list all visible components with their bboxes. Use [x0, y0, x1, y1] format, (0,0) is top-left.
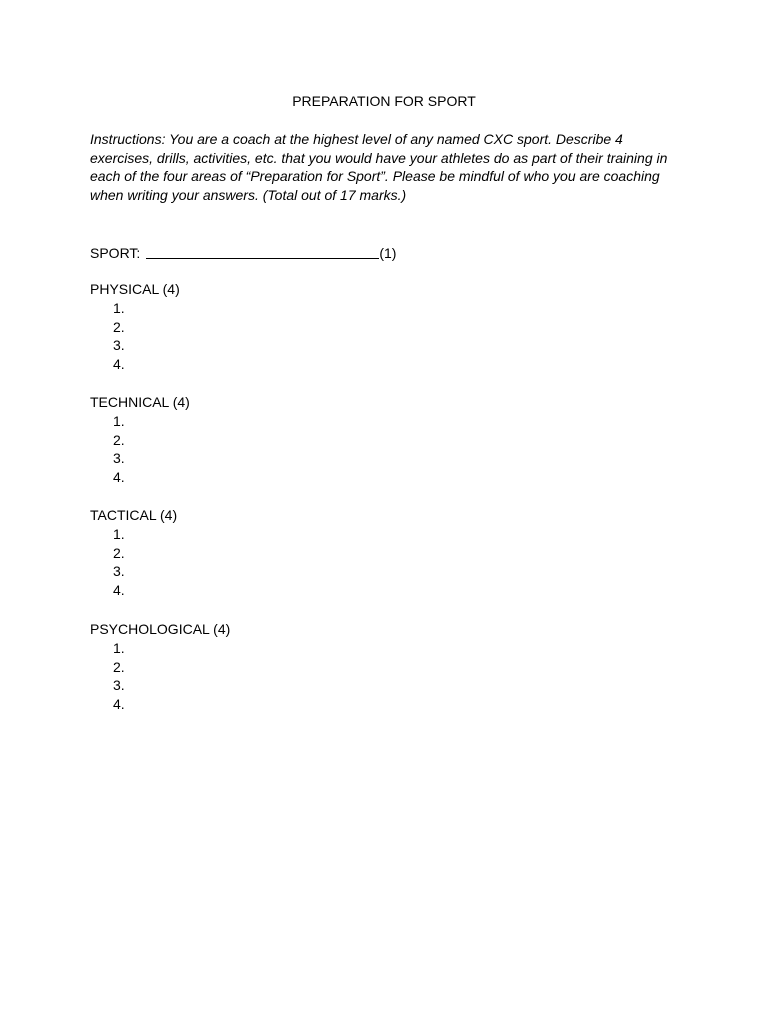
section-heading: PHYSICAL (4): [90, 281, 180, 297]
section-physical: [90, 280, 180, 374]
answer-list: [90, 525, 177, 600]
instructions-line: when writing your answers. (Total out of 17 marks.): [90, 186, 407, 203]
instructions-line: Instructions: You are a coach at the highest level of any named CXC sport. Describe 4: [90, 131, 623, 147]
section-heading: TECHNICAL (4): [90, 394, 190, 410]
section-technical: [90, 393, 190, 487]
sport-marks: (1): [379, 245, 397, 261]
answer-item: 2.: [113, 431, 125, 448]
instructions-paragraph: [90, 130, 690, 204]
answer-list: [90, 412, 190, 487]
sport-label: SPORT:: [90, 245, 141, 261]
section-psychological: [90, 620, 230, 714]
answer-item: 3.: [113, 563, 125, 580]
section-heading: TACTICAL (4): [90, 507, 178, 523]
answer-item: 4.: [113, 469, 125, 486]
instructions-line: each of the four areas of “Preparation for Sport”. Please be mindful of who you are coaching: [90, 168, 660, 185]
answer-item: 3.: [113, 337, 125, 354]
answer-item: 4.: [113, 356, 125, 373]
answer-item: 2.: [113, 658, 125, 675]
answer-item: 1.: [113, 299, 125, 316]
instructions-line: exercises, drills, activities, etc. that you would have your athletes do as part of their training in: [90, 149, 668, 166]
answer-list: [90, 299, 180, 374]
section-heading: PSYCHOLOGICAL (4): [90, 621, 231, 637]
answer-list: [90, 639, 230, 714]
answer-item: 4.: [113, 582, 125, 599]
page-title: PREPARATION FOR SPORT: [292, 93, 476, 109]
answer-item: 2.: [113, 318, 125, 335]
answer-item: 4.: [113, 696, 125, 713]
answer-item: 3.: [113, 677, 125, 694]
answer-item: 1.: [113, 525, 125, 542]
sport-answer-blank[interactable]: [146, 244, 379, 259]
sport-field-row: [90, 243, 396, 262]
answer-item: 2.: [113, 544, 125, 561]
answer-item: 1.: [113, 412, 125, 429]
answer-item: 3.: [113, 450, 125, 467]
answer-item: 1.: [113, 639, 125, 656]
section-tactical: [90, 506, 177, 600]
